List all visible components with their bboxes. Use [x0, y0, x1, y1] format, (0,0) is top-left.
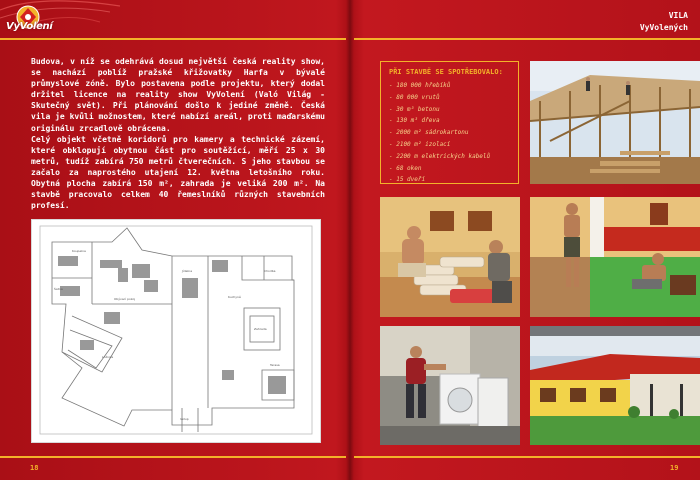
worker-on-lawn-photo [530, 197, 700, 317]
plan-room-4: Šatna [54, 287, 63, 291]
bottom-rule-left [0, 456, 346, 458]
materials-item: - 130 m³ dřeva [389, 117, 440, 125]
paragraph-1: Budova, v níž se odehrává dosud největší česká reality show, se nachází poblíž pražské křižovatky Harfa v bývalé průmyslové zóně. Bylo postavena podle projektu, který dodal držitel licence na reality show VyVolení (Való Világ - Skutečný svět). Při plánování došlo k jediné změně. Česká vila je kvůli možnostem, které nabízí areál, proti maďarskému originálu zrcadlově obrácena. [31, 57, 325, 133]
materials-item: - 68 oken [389, 164, 422, 172]
worker-with-appliance-photo [380, 326, 520, 445]
plan-room-9: Vstup [180, 417, 189, 421]
plan-room-3: Jídelna [182, 269, 193, 273]
plan-room-7: Zahrada [254, 327, 267, 331]
materials-box [380, 61, 519, 184]
materials-title: PŘI STAVBĚ SE SPOTŘEBOVALO: [389, 68, 503, 76]
logo-text: VyVolení [6, 21, 53, 32]
materials-list [389, 80, 510, 186]
floor-plan-drawing [32, 220, 320, 442]
materials-item: - 180 000 hřebíků [389, 82, 451, 89]
plan-room-6: Kuchyně [228, 295, 241, 299]
bottom-rule-right [354, 456, 700, 458]
header-line-1: VILA [668, 11, 688, 20]
materials-item: - 2100 m² izolací [389, 140, 451, 148]
materials-item: - 80 000 vrutů [389, 93, 440, 101]
top-rule-left [0, 38, 346, 40]
page-number-right: 19 [670, 464, 679, 472]
top-rule-right [354, 38, 700, 40]
plan-room-5: Ložnice [102, 355, 114, 359]
roof-construction-photo [530, 61, 700, 184]
article-body [31, 56, 325, 211]
floor-plan [31, 219, 321, 443]
page-number-left: 18 [30, 464, 39, 472]
header-line-2: VyVolených [639, 23, 688, 32]
plan-room-2: Obývací pokoj [114, 297, 136, 301]
paragraph-2: Celý objekt včetně koridorů pro kamery a technické zázemí, které obklopují obytnou část pro soutěžící, měří 25 x 30 metrů, tudíž zabírá 750 metrů čtverečních. S jeho stavbou se začalo za naprostého utajení 12. května letošního roku. Obytná plocha zabírá 150 m², zahrada je veliká 200 m². Na stavbě pracovalo celkem 40 řemeslníků různých stavebních profesí. [31, 134, 325, 211]
plan-room-8: Terasa [270, 363, 280, 367]
plan-room-10: Chodba [264, 269, 276, 273]
materials-item: - 15 dveří [389, 176, 426, 184]
materials-item: - 2200 m elektrických kabelů [389, 152, 491, 160]
house-exterior-photo [530, 326, 700, 445]
materials-item: - 30 m³ betonu [389, 105, 440, 113]
materials-item: - 2000 m² sádrokartonu [389, 129, 469, 137]
workers-with-bags-photo [380, 197, 520, 317]
section-header [640, 10, 688, 34]
page-fold [346, 0, 354, 480]
plan-room-1: Koupelna [72, 249, 86, 253]
